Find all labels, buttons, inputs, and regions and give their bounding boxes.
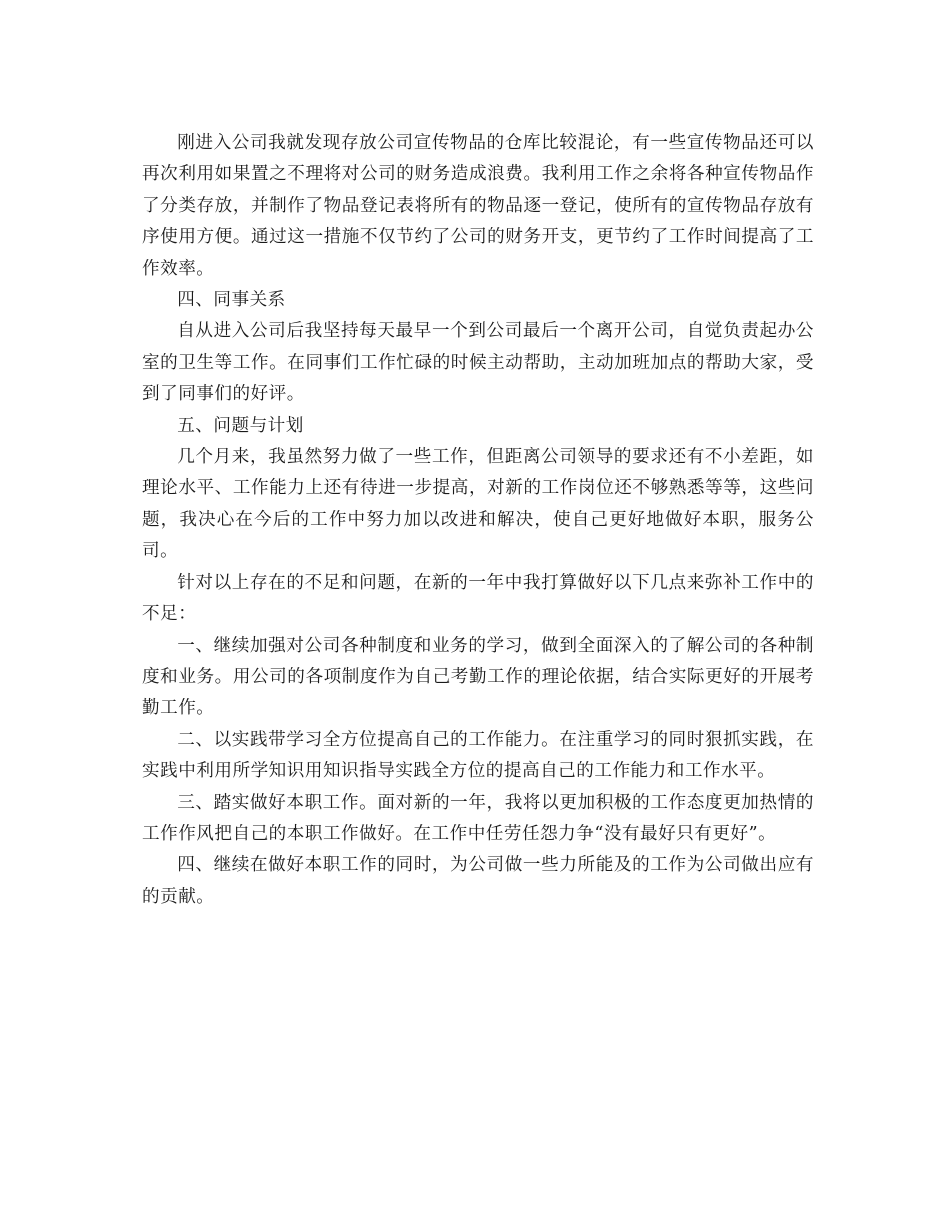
paragraph-colleagues: 自从进入公司后我坚持每天最早一个到公司最后一个离开公司，自觉负责起办公室的卫生等工作。在同事们工作忙碌的时候主动帮助，主动加班加点的帮助大家，受到了同事们的好评。	[142, 321, 814, 405]
section-heading-problems-plans: 五、问题与计划	[177, 415, 304, 436]
paragraph-plan-2: 二、以实践带学习全方位提高自己的工作能力。在注重学习的同时狠抓实践，在实践中利用所学知识用知识指导实践全方位的提高自己的工作能力和工作水平。	[142, 729, 814, 782]
paragraph-plan-intro: 针对以上存在的不足和问题，在新的一年中我打算做好以下几点来弥补工作中的不足：	[142, 572, 814, 625]
paragraph-warehouse: 刚进入公司我就发现存放公司宣传物品的仓库比较混论，有一些宣传物品还可以再次利用如果置之不理将对公司的财务造成浪费。我利用工作之余将各种宣传物品作了分类存放，并制作了物品登记表将所有的物品逐一登记，使所有的宣传物品存放有序使用方便。通过这一措施不仅节约了公司的财务开支，更节约了工作时间提高了工作效率。	[142, 133, 814, 279]
paragraph-plan-1: 一、继续加强对公司各种制度和业务的学习，做到全面深入的了解公司的各种制度和业务。用公司的各项制度作为自己考勤工作的理论依据，结合实际更好的开展考勤工作。	[142, 635, 814, 719]
section-heading-colleagues: 四、同事关系	[177, 290, 286, 311]
paragraph-plan-3: 三、踏实做好本职工作。面对新的一年，我将以更加积极的工作态度更加热情的工作作风把自己的本职工作做好。在工作中任劳任怨力争“没有最好只有更好”。	[142, 792, 814, 844]
paragraph-problems: 几个月来，我虽然努力做了一些工作，但距离公司领导的要求还有不小差距，如理论水平、工作能力上还有待进一步提高，对新的工作岗位还不够熟悉等等，这些问题，我决心在今后的工作中努力加以改进和解决，使自己更好地做好本职，服务公司。	[142, 447, 814, 562]
document-body	[142, 128, 814, 913]
paragraph-plan-4: 四、继续在做好本职工作的同时，为公司做一些力所能及的工作为公司做出应有的贡献。	[142, 855, 814, 907]
